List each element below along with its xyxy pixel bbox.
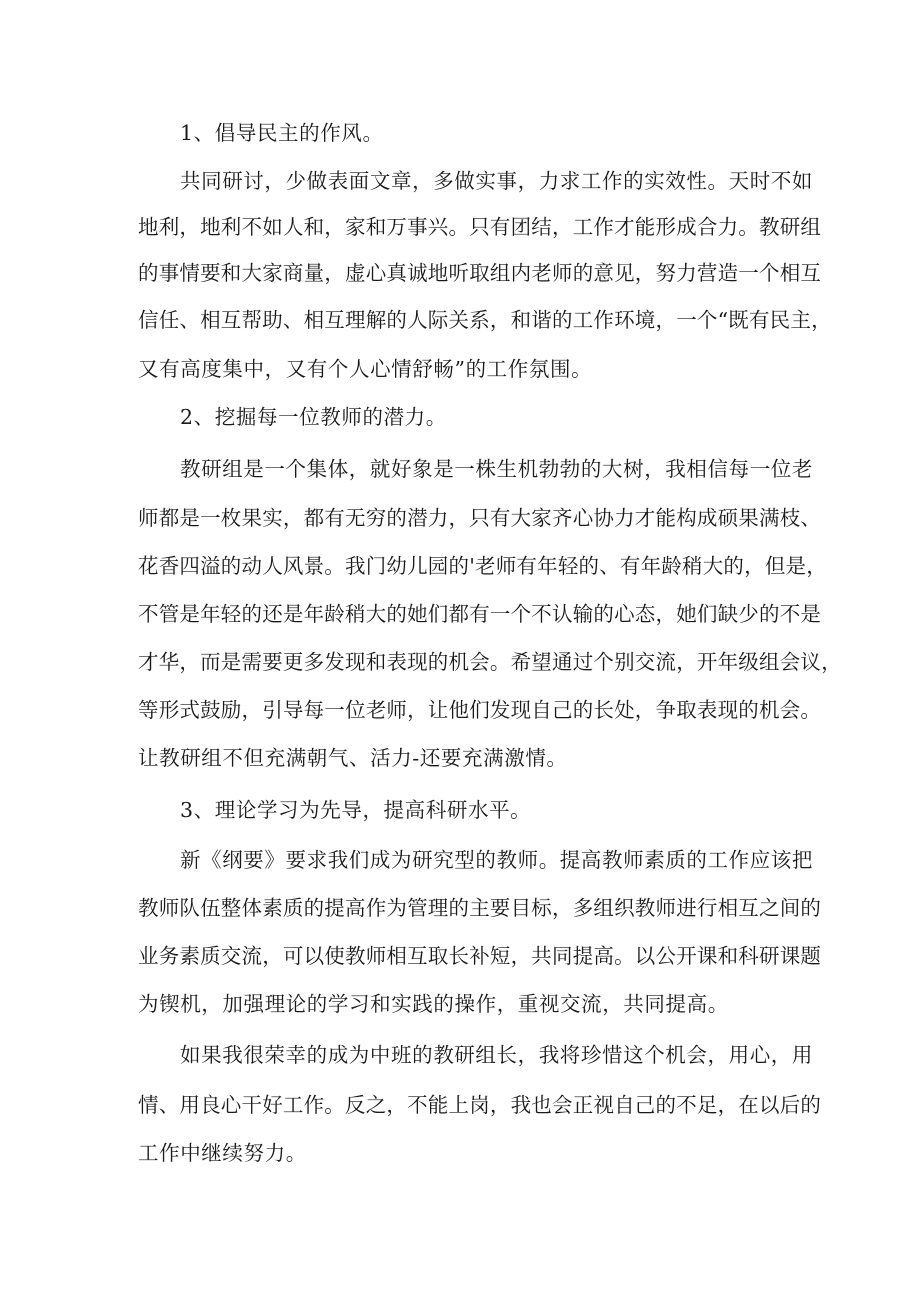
paragraph-line: 师都是一枚果实，都有无穷的潜力，只有大家齐心协力才能构成硕果满枝、 — [138, 506, 822, 530]
paragraph-line: 信任、相互帮助、相互理解的人际关系，和谐的工作环境，一个“既有民主， — [138, 308, 832, 332]
paragraph-line: 的事情要和大家商量，虚心真诚地听取组内老师的意见，努力营造一个相互 — [138, 261, 822, 285]
paragraph-line: 共同研讨，少做表面文章，多做实事，力求工作的实效性。天时不如 — [180, 169, 813, 193]
paragraph-line: 为锲机，加强理论的学习和实践的操作，重视交流，共同提高。 — [138, 992, 729, 1016]
paragraph-line: 地利，地利不如人和，家和万事兴。只有团结，工作才能形成合力。教研组 — [138, 215, 822, 239]
paragraph-line: 教师队伍整体素质的提高作为管理的主要目标，多组织教师进行相互之间的 — [138, 896, 822, 920]
paragraph-line: 新《纲要》要求我们成为研究型的教师。提高教师素质的工作应该把 — [180, 848, 813, 872]
paragraph-line: 如果我很荣幸的成为中班的教研组长，我将珍惜这个机会，用心，用 — [180, 1043, 813, 1067]
paragraph-line: 才华，而是需要更多发现和表现的机会。希望通过个别交流，开年级组会议， — [138, 650, 842, 674]
section-heading: 1、倡导民主的作风。 — [180, 121, 384, 145]
paragraph-line: 又有高度集中，又有个人心情舒畅”的工作氛围。 — [138, 357, 593, 381]
section-heading: 3、理论学习为先导，提高科研水平。 — [180, 798, 532, 822]
paragraph-line: 业务素质交流，可以使教师相互取长补短，共同提高。以公开课和科研课题 — [138, 944, 822, 968]
section-heading: 2、挖掘每一位教师的潜力。 — [180, 405, 447, 429]
paragraph-line: 等形式鼓励，引导每一位老师，让他们发现自己的长处，争取表现的机会。 — [138, 698, 822, 722]
paragraph-line: 工作中继续努力。 — [138, 1141, 307, 1165]
paragraph-line: 不管是年轻的还是年龄稍大的她们都有一个不认输的心态，她们缺少的不是 — [138, 602, 822, 626]
paragraph-line: 情、用良心干好工作。反之，不能上岗，我也会正视自己的不足，在以后的 — [138, 1093, 822, 1117]
paragraph-line: 花香四溢的动人风景。我门幼儿园的'老师有年轻的、有年龄稍大的，但是， — [138, 554, 827, 578]
paragraph-line: 让教研组不但充满朝气、活力-还要充满激情。 — [138, 746, 568, 770]
paragraph-line: 教研组是一个集体，就好象是一株生机勃勃的大树，我相信每一位老 — [180, 457, 813, 481]
